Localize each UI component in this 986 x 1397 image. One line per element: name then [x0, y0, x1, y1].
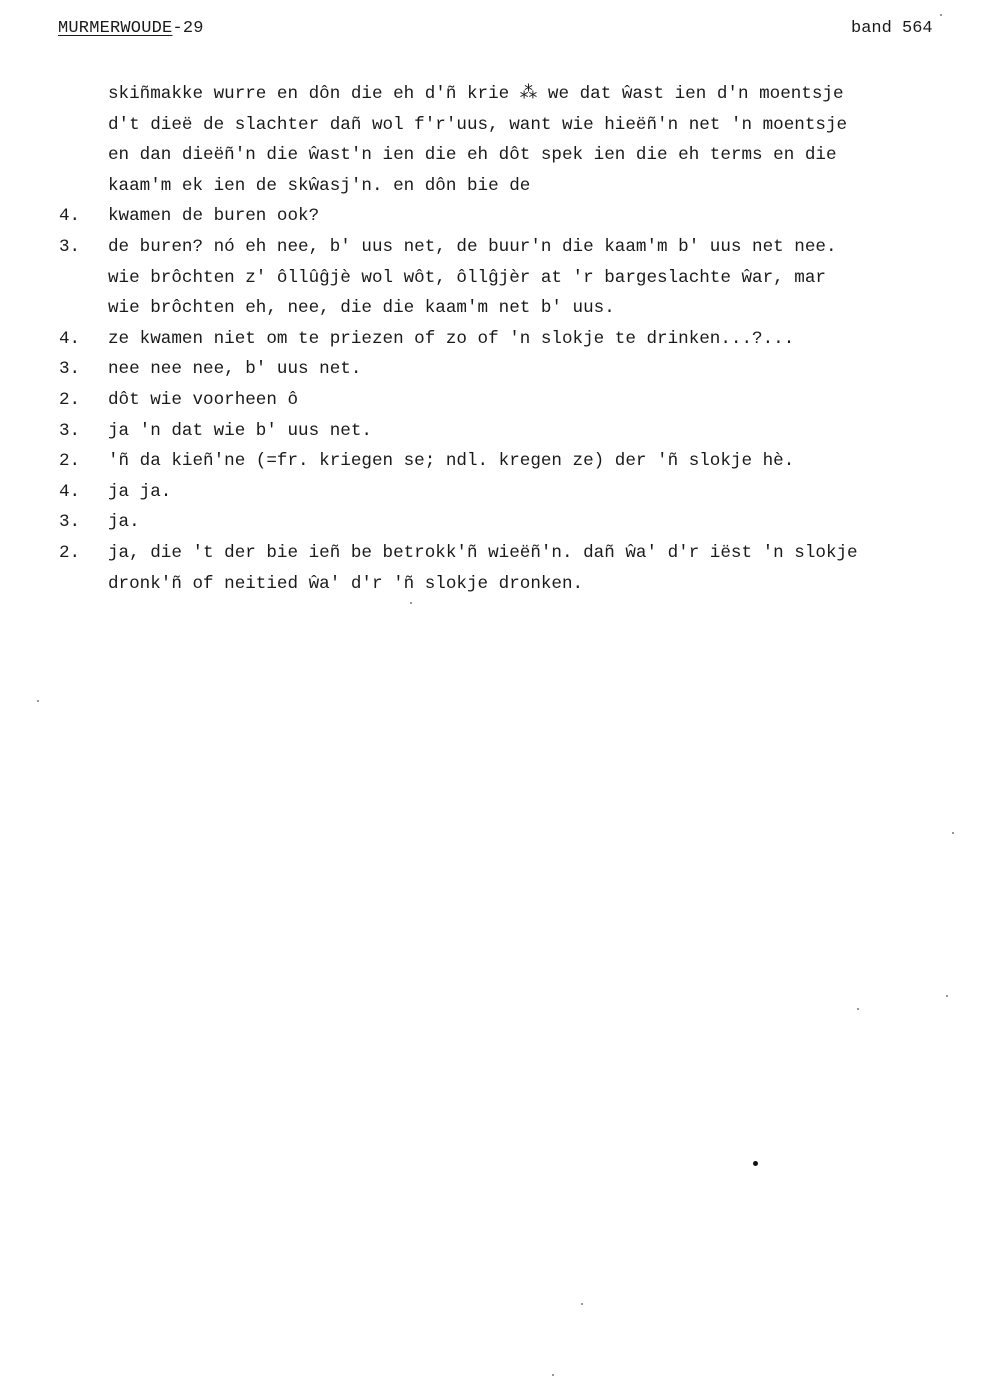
scan-speck	[410, 602, 412, 604]
transcript-line	[0, 507, 986, 538]
transcript-text: 'ñ da kieñ'ne (=fr. kriegen se; ndl. kregen ze) der 'ñ slokje hè.	[108, 451, 795, 472]
tape-band-label: band 564	[851, 19, 933, 38]
speaker-number: 3.	[59, 236, 81, 257]
transcript-line	[0, 477, 986, 508]
transcript-text: dôt wie voorheen ô	[108, 389, 299, 410]
speaker-number: 4.	[59, 328, 81, 349]
transcript-text: wie brôchten z' ôllûĝjè wol wôt, ôllĝjèr at 'r bargeslachte ŵar, mar	[108, 267, 826, 288]
transcript-line	[0, 201, 986, 232]
speaker-number: 3.	[59, 420, 81, 441]
transcript-text: ze kwamen niet om te priezen of zo of 'n slokje te drinken...?...	[108, 328, 795, 349]
transcript-line	[0, 569, 986, 600]
speaker-number: 4.	[59, 206, 81, 227]
transcript-line	[0, 140, 986, 171]
transcript-text: skiñmakke wurre en dôn die eh d'ñ krie ⁂ we dat ŵast ien d'n moentsje	[108, 84, 844, 104]
transcript-text: de buren? nó eh nee, b' uus net, de buur'n die kaam'm b' uus net nee.	[108, 236, 837, 257]
page-number: -29	[172, 19, 204, 38]
transcript-text: d't dieë de slachter dañ wol f'r'uus, want wie hieëñ'n net 'n moentsje	[108, 114, 848, 135]
transcript-text: ja ja.	[108, 481, 172, 502]
speaker-number: 2.	[59, 542, 81, 563]
transcript-line	[0, 110, 986, 141]
ink-dot	[753, 1161, 758, 1166]
place-name: MURMERWOUDE	[58, 19, 173, 38]
transcript-line	[0, 232, 986, 263]
transcript-line	[0, 263, 986, 294]
transcript-line	[0, 171, 986, 202]
transcript-text: dronk'ñ of neitied ŵa' d'r 'ñ slokje dronken.	[108, 573, 584, 594]
speaker-number: 3.	[59, 359, 81, 380]
transcript-line	[0, 293, 986, 324]
speaker-number: 2.	[59, 389, 81, 410]
scan-speck	[552, 1374, 554, 1376]
scan-speck	[940, 14, 942, 16]
transcript-line	[0, 446, 986, 477]
transcript-text: ja 'n dat wie b' uus net.	[108, 420, 372, 441]
scan-speck	[857, 1008, 859, 1010]
speaker-number: 4.	[59, 481, 81, 502]
document-header-left	[58, 19, 204, 38]
transcript-text: wie brôchten eh, nee, die die kaam'm net b' uus.	[108, 298, 615, 319]
transcript-text: kwamen de buren ook?	[108, 206, 320, 227]
speaker-number: 3.	[59, 512, 81, 533]
transcript-text: ja.	[108, 512, 140, 533]
scan-speck	[581, 1303, 583, 1305]
transcript-line	[0, 354, 986, 385]
transcript-text: kaam'm ek ien de skŵasj'n. en dôn bie de	[108, 175, 531, 196]
scan-speck	[946, 995, 948, 997]
scan-speck	[37, 700, 39, 702]
transcript-text: nee nee nee, b' uus net.	[108, 359, 362, 380]
transcript-line	[0, 79, 986, 110]
transcript-text: en dan dieëñ'n die ŵast'n ien die eh dôt spek ien die eh terms en die	[108, 145, 837, 166]
transcript-line	[0, 385, 986, 416]
transcript-body	[0, 79, 986, 599]
transcript-line	[0, 538, 986, 569]
transcript-line	[0, 416, 986, 447]
transcript-text: ja, die 't der bie ieñ be betrokk'ñ wieëñ'n. dañ ŵa' d'r iëst 'n slokje	[108, 542, 858, 563]
transcript-line	[0, 324, 986, 355]
speaker-number: 2.	[59, 451, 81, 472]
scan-speck	[952, 832, 954, 834]
